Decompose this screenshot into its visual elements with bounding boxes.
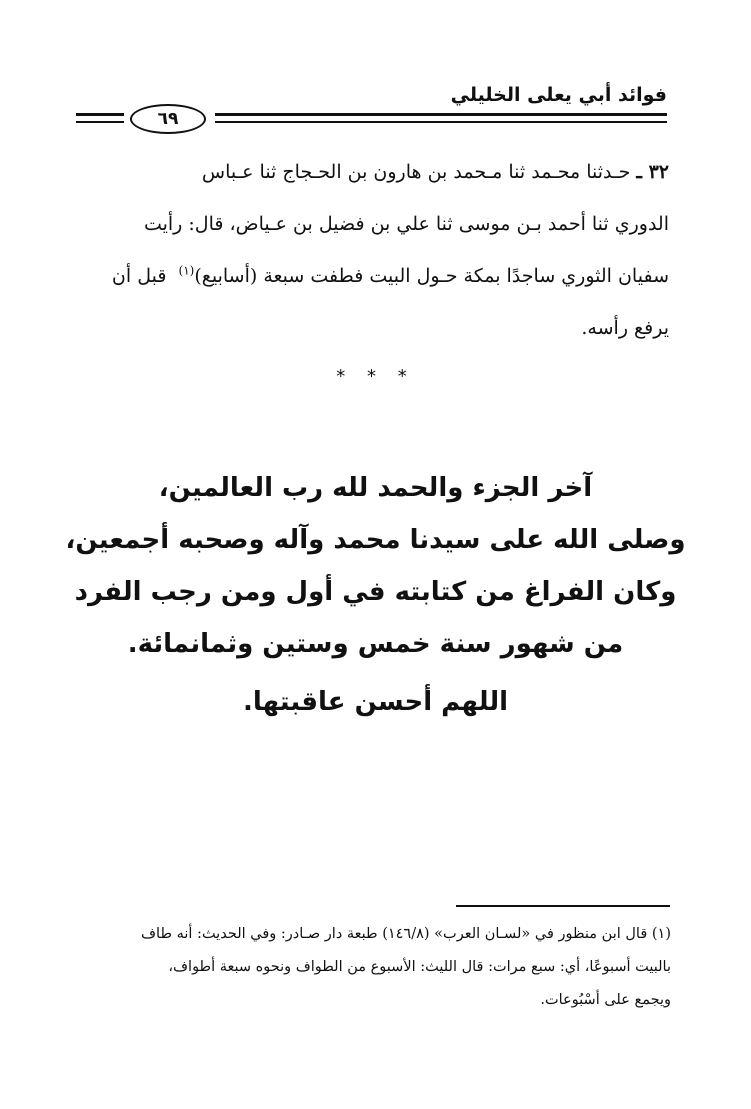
page-number: ٦٩: [130, 104, 206, 134]
footnote-rule: [456, 905, 670, 907]
colophon-line: آخر الجزء والحمد لله رب العالمين،: [158, 473, 593, 503]
footnote-line: ويجمع على أسْبُوعات.: [540, 992, 671, 1008]
footnote: [74, 918, 671, 1017]
hadith-line-text: حـدثنا محـمد ثنا مـحمد بن هارون بن الحـجاج ثنا عـباس: [201, 161, 631, 183]
footnote-marker: (١): [178, 263, 195, 278]
hadith-line: [72, 146, 669, 198]
hadith-line: يرفع رأسه.: [581, 317, 669, 339]
hadith-line: [72, 250, 669, 302]
closing-prayer: اللهم أحسن عاقبتها.: [242, 687, 509, 717]
header-rule-left-top: [76, 113, 124, 116]
header-rule-right-bottom: [215, 121, 667, 123]
header-rule-right-top: [215, 113, 667, 116]
colophon: [60, 462, 691, 670]
section-separator: * * *: [336, 366, 415, 387]
colophon-line: من شهور سنة خمس وستين وثمانمائة.: [127, 629, 624, 659]
footnote-line: بالبيت أسبوعًا، أي: سبع مرات: قال الليث: الأسبوع من الطواف ونحوه سبعة أطواف،: [168, 959, 671, 975]
colophon-line: وصلى الله على سيدنا محمد وآله وصحبه أجمعين،: [65, 525, 686, 555]
colophon-line: وكان الفراغ من كتابته في أول ومن رجب الفرد: [74, 577, 677, 607]
hadith-line-tail: قبل أن: [111, 265, 167, 287]
running-title: فوائد أبي يعلى الخليلي: [450, 84, 667, 106]
footnote-line: (١) قال ابن منظور في «لسـان العرب» (١٤٦/٨) طبعة دار صـادر: وفي الحديث: أنه طاف: [141, 926, 671, 942]
hadith-line-text: سفيان الثوري ساجدًا بمكة حـول البيت فطفت سبعة (أسابيع): [194, 265, 669, 287]
hadith-number: ٣٢ ـ: [636, 161, 669, 183]
header-rule-left-bottom: [76, 121, 124, 123]
hadith-text: [72, 146, 669, 354]
hadith-line: الدوري ثنا أحمد بـن موسى ثنا علي بن فضيل بن عـياض، قال: رأيت: [143, 213, 669, 235]
